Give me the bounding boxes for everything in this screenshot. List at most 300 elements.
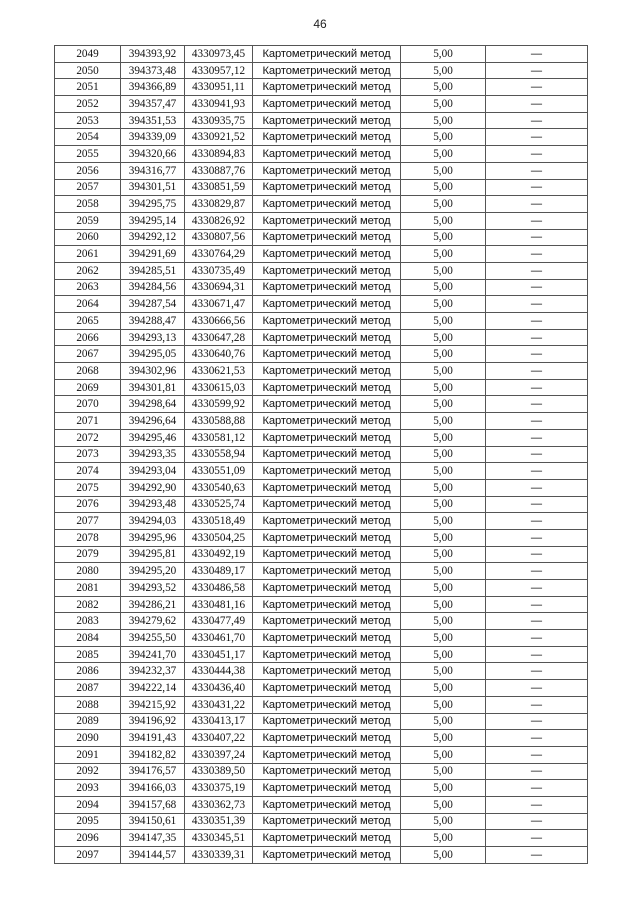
x-coordinate-cell: 394144,57 (121, 847, 185, 864)
x-coordinate-cell: 394302,96 (121, 363, 185, 380)
y-coordinate-cell: 4330640,76 (185, 346, 253, 363)
accuracy-cell: 5,00 (401, 179, 486, 196)
y-coordinate-cell: 4330461,70 (185, 630, 253, 647)
point-number-cell: 2089 (55, 713, 121, 730)
note-cell: — (486, 646, 588, 663)
x-coordinate-cell: 394293,04 (121, 463, 185, 480)
accuracy-cell: 5,00 (401, 379, 486, 396)
x-coordinate-cell: 394288,47 (121, 313, 185, 330)
note-cell: — (486, 696, 588, 713)
x-coordinate-cell: 394301,51 (121, 179, 185, 196)
accuracy-cell: 5,00 (401, 830, 486, 847)
accuracy-cell: 5,00 (401, 630, 486, 647)
note-cell: — (486, 596, 588, 613)
method-cell: Картометрический метод (253, 429, 401, 446)
x-coordinate-cell: 394284,56 (121, 279, 185, 296)
note-cell: — (486, 496, 588, 513)
table-row (55, 463, 588, 480)
y-coordinate-cell: 4330551,09 (185, 463, 253, 480)
point-number-cell: 2068 (55, 363, 121, 380)
y-coordinate-cell: 4330647,28 (185, 329, 253, 346)
note-cell: — (486, 96, 588, 113)
x-coordinate-cell: 394196,92 (121, 713, 185, 730)
note-cell: — (486, 196, 588, 213)
point-number-cell: 2054 (55, 129, 121, 146)
accuracy-cell: 5,00 (401, 596, 486, 613)
accuracy-cell: 5,00 (401, 546, 486, 563)
method-cell: Картометрический метод (253, 413, 401, 430)
point-number-cell: 2069 (55, 379, 121, 396)
point-number-cell: 2096 (55, 830, 121, 847)
y-coordinate-cell: 4330588,88 (185, 413, 253, 430)
point-number-cell: 2065 (55, 313, 121, 330)
note-cell: — (486, 279, 588, 296)
method-cell: Картометрический метод (253, 129, 401, 146)
y-coordinate-cell: 4330397,24 (185, 746, 253, 763)
note-cell: — (486, 563, 588, 580)
point-number-cell: 2094 (55, 796, 121, 813)
method-cell: Картометрический метод (253, 563, 401, 580)
method-cell: Картометрический метод (253, 663, 401, 680)
accuracy-cell: 5,00 (401, 646, 486, 663)
point-number-cell: 2076 (55, 496, 121, 513)
y-coordinate-cell: 4330444,38 (185, 663, 253, 680)
y-coordinate-cell: 4330492,19 (185, 546, 253, 563)
note-cell: — (486, 46, 588, 63)
accuracy-cell: 5,00 (401, 813, 486, 830)
table-row (55, 212, 588, 229)
x-coordinate-cell: 394291,69 (121, 246, 185, 263)
point-number-cell: 2070 (55, 396, 121, 413)
x-coordinate-cell: 394222,14 (121, 680, 185, 697)
point-number-cell: 2075 (55, 479, 121, 496)
note-cell: — (486, 746, 588, 763)
accuracy-cell: 5,00 (401, 246, 486, 263)
note-cell: — (486, 630, 588, 647)
table-row (55, 313, 588, 330)
method-cell: Картометрический метод (253, 446, 401, 463)
x-coordinate-cell: 394286,21 (121, 596, 185, 613)
accuracy-cell: 5,00 (401, 229, 486, 246)
y-coordinate-cell: 4330671,47 (185, 296, 253, 313)
note-cell: — (486, 429, 588, 446)
table-row (55, 196, 588, 213)
method-cell: Картометрический метод (253, 79, 401, 96)
point-number-cell: 2067 (55, 346, 121, 363)
method-cell: Картометрический метод (253, 580, 401, 597)
table-row (55, 529, 588, 546)
method-cell: Картометрический метод (253, 763, 401, 780)
method-cell: Картометрический метод (253, 96, 401, 113)
point-number-cell: 2091 (55, 746, 121, 763)
x-coordinate-cell: 394298,64 (121, 396, 185, 413)
accuracy-cell: 5,00 (401, 46, 486, 63)
y-coordinate-cell: 4330477,49 (185, 613, 253, 630)
accuracy-cell: 5,00 (401, 463, 486, 480)
table-row (55, 446, 588, 463)
y-coordinate-cell: 4330599,92 (185, 396, 253, 413)
point-number-cell: 2092 (55, 763, 121, 780)
note-cell: — (486, 162, 588, 179)
table-row (55, 663, 588, 680)
accuracy-cell: 5,00 (401, 346, 486, 363)
table-row (55, 413, 588, 430)
table-row (55, 262, 588, 279)
table-row (55, 580, 588, 597)
accuracy-cell: 5,00 (401, 746, 486, 763)
x-coordinate-cell: 394287,54 (121, 296, 185, 313)
note-cell: — (486, 446, 588, 463)
point-number-cell: 2061 (55, 246, 121, 263)
x-coordinate-cell: 394255,50 (121, 630, 185, 647)
method-cell: Картометрический метод (253, 813, 401, 830)
table-row (55, 162, 588, 179)
accuracy-cell: 5,00 (401, 79, 486, 96)
point-number-cell: 2079 (55, 546, 121, 563)
y-coordinate-cell: 4330735,49 (185, 262, 253, 279)
y-coordinate-cell: 4330351,39 (185, 813, 253, 830)
point-number-cell: 2077 (55, 513, 121, 530)
note-cell: — (486, 79, 588, 96)
point-number-cell: 2049 (55, 46, 121, 63)
point-number-cell: 2087 (55, 680, 121, 697)
y-coordinate-cell: 4330921,52 (185, 129, 253, 146)
table-row (55, 179, 588, 196)
method-cell: Картометрический метод (253, 630, 401, 647)
table-row (55, 796, 588, 813)
table-row (55, 780, 588, 797)
accuracy-cell: 5,00 (401, 680, 486, 697)
method-cell: Картометрический метод (253, 379, 401, 396)
note-cell: — (486, 363, 588, 380)
note-cell: — (486, 580, 588, 597)
point-number-cell: 2057 (55, 179, 121, 196)
y-coordinate-cell: 4330615,03 (185, 379, 253, 396)
point-number-cell: 2080 (55, 563, 121, 580)
x-coordinate-cell: 394295,05 (121, 346, 185, 363)
note-cell: — (486, 680, 588, 697)
y-coordinate-cell: 4330973,45 (185, 46, 253, 63)
table-row (55, 613, 588, 630)
x-coordinate-cell: 394320,66 (121, 146, 185, 163)
note-cell: — (486, 830, 588, 847)
accuracy-cell: 5,00 (401, 279, 486, 296)
method-cell: Картометрический метод (253, 246, 401, 263)
note-cell: — (486, 479, 588, 496)
coordinates-table (54, 45, 588, 864)
table-row (55, 112, 588, 129)
accuracy-cell: 5,00 (401, 580, 486, 597)
table-row (55, 496, 588, 513)
method-cell: Картометрический метод (253, 46, 401, 63)
y-coordinate-cell: 4330666,56 (185, 313, 253, 330)
method-cell: Картометрический метод (253, 363, 401, 380)
accuracy-cell: 5,00 (401, 129, 486, 146)
table-row (55, 513, 588, 530)
table-row (55, 680, 588, 697)
table-row (55, 229, 588, 246)
table-row (55, 146, 588, 163)
point-number-cell: 2095 (55, 813, 121, 830)
accuracy-cell: 5,00 (401, 196, 486, 213)
method-cell: Картометрический метод (253, 396, 401, 413)
table-row (55, 563, 588, 580)
table-row (55, 713, 588, 730)
note-cell: — (486, 329, 588, 346)
note-cell: — (486, 396, 588, 413)
x-coordinate-cell: 394366,89 (121, 79, 185, 96)
y-coordinate-cell: 4330451,17 (185, 646, 253, 663)
accuracy-cell: 5,00 (401, 796, 486, 813)
table-row (55, 830, 588, 847)
note-cell: — (486, 179, 588, 196)
accuracy-cell: 5,00 (401, 146, 486, 163)
y-coordinate-cell: 4330894,83 (185, 146, 253, 163)
accuracy-cell: 5,00 (401, 396, 486, 413)
point-number-cell: 2072 (55, 429, 121, 446)
y-coordinate-cell: 4330851,59 (185, 179, 253, 196)
accuracy-cell: 5,00 (401, 763, 486, 780)
accuracy-cell: 5,00 (401, 429, 486, 446)
x-coordinate-cell: 394157,68 (121, 796, 185, 813)
y-coordinate-cell: 4330413,17 (185, 713, 253, 730)
coordinates-table-body (55, 46, 588, 864)
point-number-cell: 2066 (55, 329, 121, 346)
method-cell: Картометрический метод (253, 162, 401, 179)
note-cell: — (486, 847, 588, 864)
y-coordinate-cell: 4330540,63 (185, 479, 253, 496)
table-row (55, 96, 588, 113)
x-coordinate-cell: 394293,35 (121, 446, 185, 463)
method-cell: Картометрический метод (253, 529, 401, 546)
table-row (55, 847, 588, 864)
note-cell: — (486, 146, 588, 163)
x-coordinate-cell: 394393,92 (121, 46, 185, 63)
y-coordinate-cell: 4330486,58 (185, 580, 253, 597)
table-row (55, 279, 588, 296)
note-cell: — (486, 613, 588, 630)
note-cell: — (486, 463, 588, 480)
table-row (55, 596, 588, 613)
method-cell: Картометрический метод (253, 329, 401, 346)
method-cell: Картометрический метод (253, 730, 401, 747)
method-cell: Картометрический метод (253, 463, 401, 480)
y-coordinate-cell: 4330481,16 (185, 596, 253, 613)
accuracy-cell: 5,00 (401, 112, 486, 129)
method-cell: Картометрический метод (253, 196, 401, 213)
table-row (55, 479, 588, 496)
table-row (55, 763, 588, 780)
x-coordinate-cell: 394292,90 (121, 479, 185, 496)
point-number-cell: 2053 (55, 112, 121, 129)
x-coordinate-cell: 394295,75 (121, 196, 185, 213)
method-cell: Картометрический метод (253, 179, 401, 196)
note-cell: — (486, 246, 588, 263)
x-coordinate-cell: 394295,20 (121, 563, 185, 580)
x-coordinate-cell: 394166,03 (121, 780, 185, 797)
point-number-cell: 2063 (55, 279, 121, 296)
table-row (55, 379, 588, 396)
note-cell: — (486, 112, 588, 129)
note-cell: — (486, 730, 588, 747)
method-cell: Картометрический метод (253, 830, 401, 847)
y-coordinate-cell: 4330957,12 (185, 62, 253, 79)
table-row (55, 46, 588, 63)
method-cell: Картометрический метод (253, 496, 401, 513)
point-number-cell: 2051 (55, 79, 121, 96)
x-coordinate-cell: 394215,92 (121, 696, 185, 713)
x-coordinate-cell: 394296,64 (121, 413, 185, 430)
method-cell: Картометрический метод (253, 847, 401, 864)
note-cell: — (486, 313, 588, 330)
method-cell: Картометрический метод (253, 313, 401, 330)
point-number-cell: 2097 (55, 847, 121, 864)
x-coordinate-cell: 394241,70 (121, 646, 185, 663)
method-cell: Картометрический метод (253, 112, 401, 129)
table-row (55, 62, 588, 79)
note-cell: — (486, 546, 588, 563)
point-number-cell: 2074 (55, 463, 121, 480)
point-number-cell: 2064 (55, 296, 121, 313)
table-row (55, 630, 588, 647)
table-row (55, 346, 588, 363)
x-coordinate-cell: 394285,51 (121, 262, 185, 279)
point-number-cell: 2081 (55, 580, 121, 597)
table-row (55, 396, 588, 413)
y-coordinate-cell: 4330375,19 (185, 780, 253, 797)
method-cell: Картометрический метод (253, 262, 401, 279)
point-number-cell: 2052 (55, 96, 121, 113)
note-cell: — (486, 513, 588, 530)
x-coordinate-cell: 394150,61 (121, 813, 185, 830)
accuracy-cell: 5,00 (401, 613, 486, 630)
x-coordinate-cell: 394182,82 (121, 746, 185, 763)
x-coordinate-cell: 394351,53 (121, 112, 185, 129)
y-coordinate-cell: 4330407,22 (185, 730, 253, 747)
y-coordinate-cell: 4330431,22 (185, 696, 253, 713)
point-number-cell: 2073 (55, 446, 121, 463)
point-number-cell: 2085 (55, 646, 121, 663)
accuracy-cell: 5,00 (401, 62, 486, 79)
x-coordinate-cell: 394301,81 (121, 379, 185, 396)
x-coordinate-cell: 394295,96 (121, 529, 185, 546)
note-cell: — (486, 413, 588, 430)
table-row (55, 363, 588, 380)
x-coordinate-cell: 394147,35 (121, 830, 185, 847)
note-cell: — (486, 813, 588, 830)
accuracy-cell: 5,00 (401, 730, 486, 747)
accuracy-cell: 5,00 (401, 529, 486, 546)
method-cell: Картометрический метод (253, 780, 401, 797)
x-coordinate-cell: 394295,14 (121, 212, 185, 229)
accuracy-cell: 5,00 (401, 363, 486, 380)
table-row (55, 296, 588, 313)
table-row (55, 129, 588, 146)
table-row (55, 329, 588, 346)
x-coordinate-cell: 394279,62 (121, 613, 185, 630)
point-number-cell: 2058 (55, 196, 121, 213)
x-coordinate-cell: 394316,77 (121, 162, 185, 179)
table-row (55, 696, 588, 713)
method-cell: Картометрический метод (253, 680, 401, 697)
point-number-cell: 2055 (55, 146, 121, 163)
point-number-cell: 2060 (55, 229, 121, 246)
y-coordinate-cell: 4330339,31 (185, 847, 253, 864)
method-cell: Картометрический метод (253, 746, 401, 763)
method-cell: Картометрический метод (253, 229, 401, 246)
accuracy-cell: 5,00 (401, 663, 486, 680)
accuracy-cell: 5,00 (401, 713, 486, 730)
method-cell: Картометрический метод (253, 62, 401, 79)
x-coordinate-cell: 394293,48 (121, 496, 185, 513)
y-coordinate-cell: 4330489,17 (185, 563, 253, 580)
table-row (55, 546, 588, 563)
method-cell: Картометрический метод (253, 479, 401, 496)
point-number-cell: 2088 (55, 696, 121, 713)
note-cell: — (486, 62, 588, 79)
accuracy-cell: 5,00 (401, 162, 486, 179)
x-coordinate-cell: 394339,09 (121, 129, 185, 146)
y-coordinate-cell: 4330807,56 (185, 229, 253, 246)
point-number-cell: 2062 (55, 262, 121, 279)
x-coordinate-cell: 394293,52 (121, 580, 185, 597)
y-coordinate-cell: 4330941,93 (185, 96, 253, 113)
note-cell: — (486, 796, 588, 813)
method-cell: Картометрический метод (253, 513, 401, 530)
table-row (55, 746, 588, 763)
point-number-cell: 2071 (55, 413, 121, 430)
method-cell: Картометрический метод (253, 696, 401, 713)
note-cell: — (486, 262, 588, 279)
table-row (55, 646, 588, 663)
accuracy-cell: 5,00 (401, 212, 486, 229)
note-cell: — (486, 229, 588, 246)
x-coordinate-cell: 394295,46 (121, 429, 185, 446)
x-coordinate-cell: 394191,43 (121, 730, 185, 747)
accuracy-cell: 5,00 (401, 496, 486, 513)
accuracy-cell: 5,00 (401, 296, 486, 313)
x-coordinate-cell: 394373,48 (121, 62, 185, 79)
x-coordinate-cell: 394292,12 (121, 229, 185, 246)
point-number-cell: 2083 (55, 613, 121, 630)
note-cell: — (486, 663, 588, 680)
point-number-cell: 2093 (55, 780, 121, 797)
note-cell: — (486, 780, 588, 797)
method-cell: Картометрический метод (253, 346, 401, 363)
point-number-cell: 2059 (55, 212, 121, 229)
method-cell: Картометрический метод (253, 646, 401, 663)
note-cell: — (486, 379, 588, 396)
y-coordinate-cell: 4330829,87 (185, 196, 253, 213)
method-cell: Картометрический метод (253, 596, 401, 613)
x-coordinate-cell: 394176,57 (121, 763, 185, 780)
table-row (55, 429, 588, 446)
y-coordinate-cell: 4330694,31 (185, 279, 253, 296)
accuracy-cell: 5,00 (401, 329, 486, 346)
accuracy-cell: 5,00 (401, 446, 486, 463)
accuracy-cell: 5,00 (401, 262, 486, 279)
accuracy-cell: 5,00 (401, 780, 486, 797)
point-number-cell: 2082 (55, 596, 121, 613)
method-cell: Картометрический метод (253, 796, 401, 813)
x-coordinate-cell: 394232,37 (121, 663, 185, 680)
y-coordinate-cell: 4330581,12 (185, 429, 253, 446)
note-cell: — (486, 529, 588, 546)
y-coordinate-cell: 4330558,94 (185, 446, 253, 463)
point-number-cell: 2084 (55, 630, 121, 647)
y-coordinate-cell: 4330621,53 (185, 363, 253, 380)
note-cell: — (486, 129, 588, 146)
